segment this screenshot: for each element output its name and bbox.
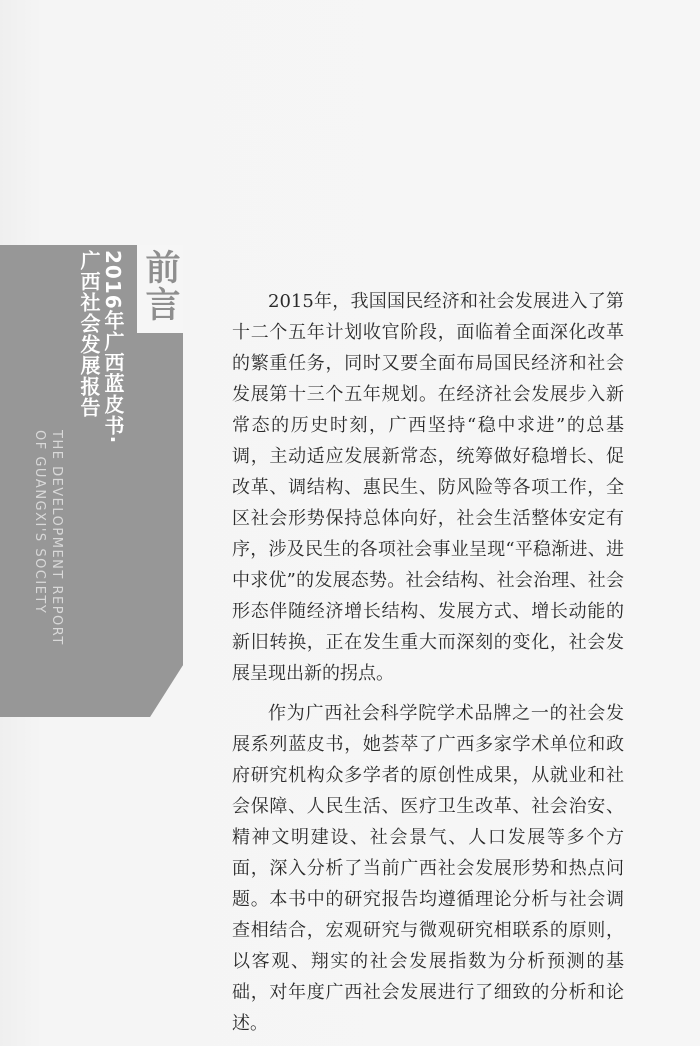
series-title-line-2: 广西社会发展报告 xyxy=(77,250,101,418)
body-text xyxy=(232,286,624,1039)
series-title-line-1: 2016年广西蓝皮书· xyxy=(101,250,125,445)
body-paragraph-1: 2015年，我国国民经济和社会发展进入了第十二个五年计划收官阶段，面临着全面深化改革的繁重任务，同时又要全面布局国民经济和社会发展第十三个五年规划。在经济社会发展步入新常态的历史时刻，广西坚持“稳中求进”的总基调，主动适应发展新常态，统筹做好稳增长、促改革、调结构、惠民生、防风险等各项工作，全区社会形势保持总体向好，社会生活整体安定有序，涉及民生的各项社会事业呈现“平稳渐进、进中求优”的发展态势。社会结构、社会治理、社会形态伴随经济增长结构、发展方式、增长动能的新旧转换，正在发生重大而深刻的变化，社会发展呈现出新的拐点。 xyxy=(232,291,624,684)
english-title-line-1: THE DEVELOPMENT REPORT xyxy=(49,430,64,646)
section-title: 前言 xyxy=(140,249,180,323)
body-paragraph-2: 作为广西社会科学院学术品牌之一的社会发展系列蓝皮书，她荟萃了广西多家学术单位和政府研究机构众多学者的原创性成果，从就业和社会保障、人民生活、医疗卫生改革、社会治安、精神文明建设、社会景气、人口发展等多个方面，深入分析了当前广西社会发展形势和热点问题。本书中的研究报告均遵循理论分析与社会调查相结合，宏观研究与微观研究相联系的原则，以客观、翔实的社会发展指数为分析预测的基础，对年度广西社会发展进行了细致的分析和论述。 xyxy=(232,703,624,1034)
english-title-line-2: OF GUANGXI'S SOCIETY xyxy=(32,430,47,615)
